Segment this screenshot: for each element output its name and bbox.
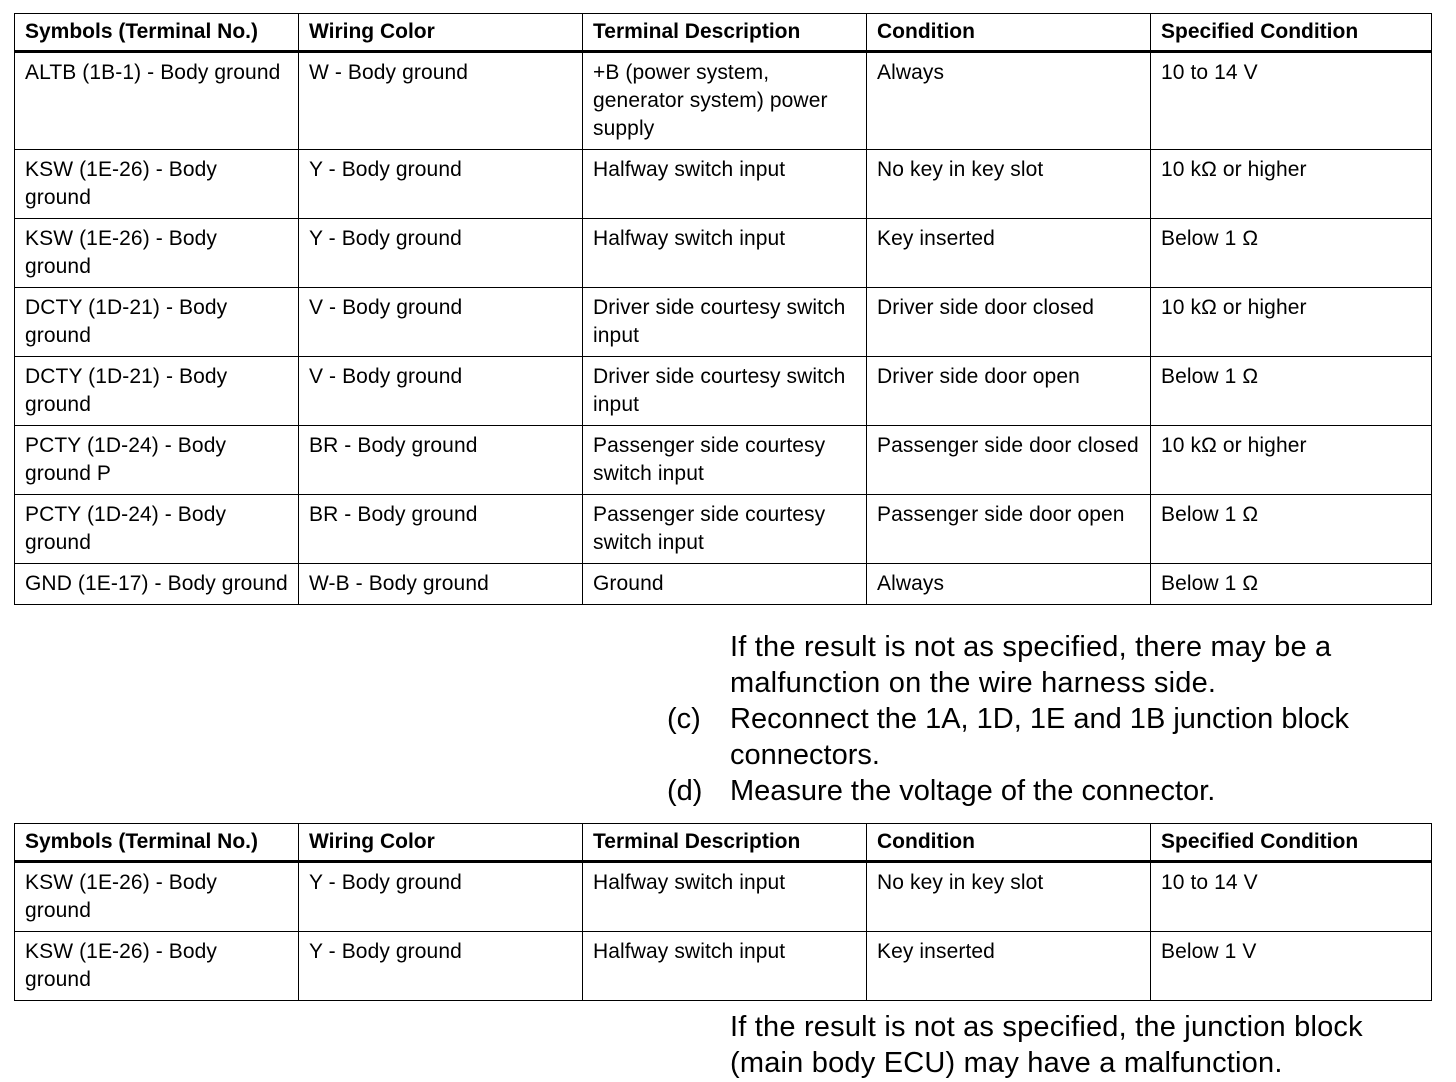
- cell-specified: 10 kΩ or higher: [1151, 288, 1432, 357]
- header-wiring-color: Wiring Color: [299, 14, 583, 52]
- cell-symbol: GND (1E-17) - Body ground: [15, 564, 299, 605]
- cell-condition: Driver side door open: [867, 357, 1151, 426]
- header-terminal-description: Terminal Description: [583, 14, 867, 52]
- step-line: connectors.: [730, 739, 880, 771]
- cell-description: Halfway switch input: [583, 932, 867, 1001]
- cell-wiring-color: Y - Body ground: [299, 150, 583, 219]
- cell-specified: 10 to 14 V: [1151, 862, 1432, 932]
- header-specified-condition: Specified Condition: [1151, 824, 1432, 862]
- cell-symbol: KSW (1E-26) - Body ground: [15, 932, 299, 1001]
- step-text: [730, 773, 1430, 809]
- step-line: Measure the voltage of the connector.: [730, 775, 1216, 807]
- table-row: [15, 288, 1432, 357]
- header-specified-condition: Specified Condition: [1151, 14, 1432, 52]
- note-line: If the result is not as specified, there may be a: [730, 631, 1332, 663]
- header-condition: Condition: [867, 14, 1151, 52]
- note-line: (main body ECU) may have a malfunction.: [730, 1047, 1283, 1079]
- cell-description: Driver side courtesy switch input: [583, 357, 867, 426]
- cell-wiring-color: BR - Body ground: [299, 495, 583, 564]
- table-row: [15, 426, 1432, 495]
- note-wire-harness: [730, 629, 1331, 701]
- header-wiring-color: Wiring Color: [299, 824, 583, 862]
- note-junction-block: [730, 1009, 1363, 1081]
- cell-wiring-color: V - Body ground: [299, 357, 583, 426]
- table-row: [15, 52, 1432, 150]
- cell-condition: Passenger side door open: [867, 495, 1151, 564]
- cell-symbol: KSW (1E-26) - Body ground: [15, 150, 299, 219]
- step-text: [730, 701, 1430, 773]
- step-label: (d): [667, 775, 703, 807]
- header-symbols: Symbols (Terminal No.): [15, 14, 299, 52]
- table-header-row: [15, 824, 1432, 862]
- cell-symbol: DCTY (1D-21) - Body ground: [15, 357, 299, 426]
- note-line: If the result is not as specified, the junction block: [730, 1011, 1363, 1043]
- cell-condition: No key in key slot: [867, 862, 1151, 932]
- table-row: [15, 219, 1432, 288]
- step-line: Reconnect the 1A, 1D, 1E and 1B junction block: [730, 703, 1350, 735]
- cell-condition: Always: [867, 52, 1151, 150]
- cell-condition: Key inserted: [867, 219, 1151, 288]
- cell-wiring-color: Y - Body ground: [299, 219, 583, 288]
- cell-condition: Always: [867, 564, 1151, 605]
- table-row: [15, 495, 1432, 564]
- cell-symbol: KSW (1E-26) - Body ground: [15, 219, 299, 288]
- cell-description: Halfway switch input: [583, 219, 867, 288]
- header-symbols: Symbols (Terminal No.): [15, 824, 299, 862]
- note-line: malfunction on the wire harness side.: [730, 667, 1217, 699]
- header-condition: Condition: [867, 824, 1151, 862]
- cell-condition: Passenger side door closed: [867, 426, 1151, 495]
- cell-wiring-color: V - Body ground: [299, 288, 583, 357]
- cell-condition: No key in key slot: [867, 150, 1151, 219]
- cell-symbol: DCTY (1D-21) - Body ground: [15, 288, 299, 357]
- cell-specified: Below 1 Ω: [1151, 564, 1432, 605]
- table-row: [15, 932, 1432, 1001]
- cell-description: Halfway switch input: [583, 862, 867, 932]
- cell-symbol: ALTB (1B-1) - Body ground: [15, 52, 299, 150]
- cell-specified: 10 kΩ or higher: [1151, 150, 1432, 219]
- terminal-resistance-table: [14, 13, 1432, 605]
- terminal-voltage-table: [14, 823, 1432, 1001]
- table-row: [15, 357, 1432, 426]
- cell-wiring-color: Y - Body ground: [299, 932, 583, 1001]
- table-header-row: [15, 14, 1432, 52]
- cell-description: +B (power system, generator system) power supply: [583, 52, 867, 150]
- header-terminal-description: Terminal Description: [583, 824, 867, 862]
- cell-symbol: KSW (1E-26) - Body ground: [15, 862, 299, 932]
- cell-wiring-color: BR - Body ground: [299, 426, 583, 495]
- cell-specified: Below 1 Ω: [1151, 357, 1432, 426]
- cell-symbol: PCTY (1D-24) - Body ground P: [15, 426, 299, 495]
- step-label: (c): [667, 703, 701, 735]
- table-row: [15, 150, 1432, 219]
- cell-description: Driver side courtesy switch input: [583, 288, 867, 357]
- cell-wiring-color: W - Body ground: [299, 52, 583, 150]
- table-row: [15, 564, 1432, 605]
- cell-description: Ground: [583, 564, 867, 605]
- cell-wiring-color: W-B - Body ground: [299, 564, 583, 605]
- cell-specified: Below 1 Ω: [1151, 495, 1432, 564]
- cell-specified: Below 1 Ω: [1151, 219, 1432, 288]
- cell-description: Passenger side courtesy switch input: [583, 495, 867, 564]
- cell-description: Passenger side courtesy switch input: [583, 426, 867, 495]
- cell-condition: Driver side door closed: [867, 288, 1151, 357]
- cell-wiring-color: Y - Body ground: [299, 862, 583, 932]
- cell-condition: Key inserted: [867, 932, 1151, 1001]
- table-row: [15, 862, 1432, 932]
- cell-description: Halfway switch input: [583, 150, 867, 219]
- cell-specified: Below 1 V: [1151, 932, 1432, 1001]
- cell-specified: 10 to 14 V: [1151, 52, 1432, 150]
- cell-symbol: PCTY (1D-24) - Body ground: [15, 495, 299, 564]
- cell-specified: 10 kΩ or higher: [1151, 426, 1432, 495]
